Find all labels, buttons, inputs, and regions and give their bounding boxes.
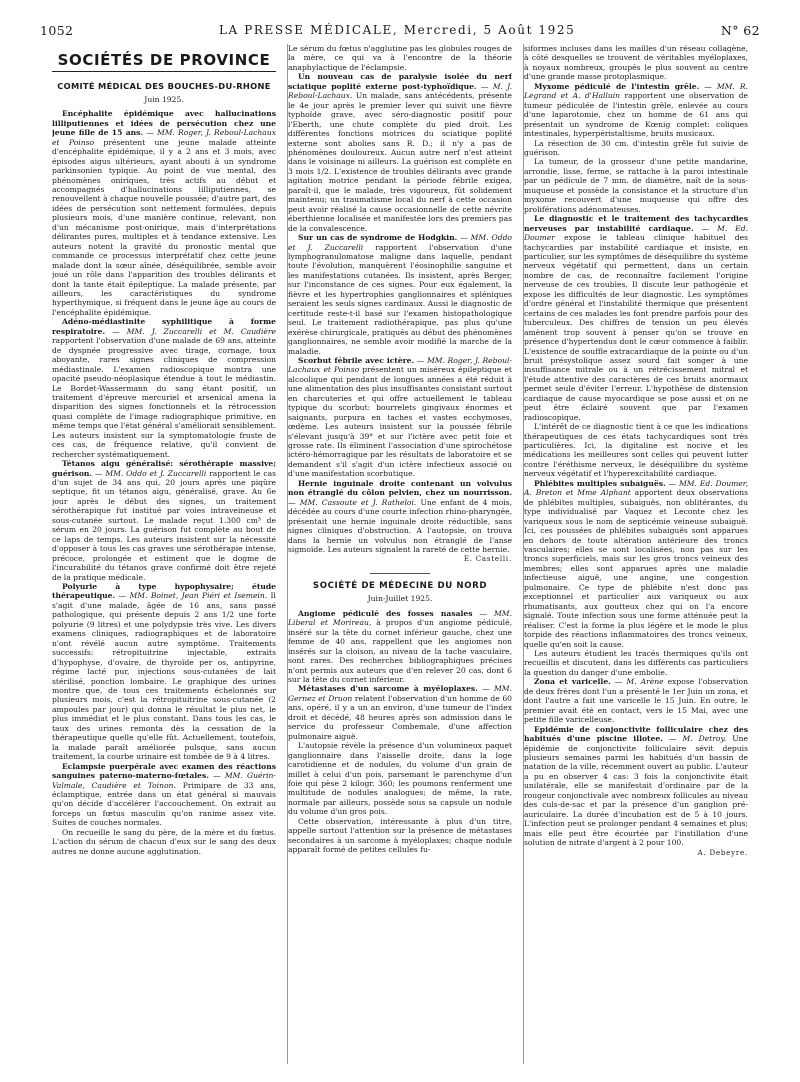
article-authors: — MM. J. Zuccarelli et M. Caudière	[112, 326, 276, 336]
article-body: Une épidémie de conjonctivite folliculaire sévit depuis plusieurs semaines parmi les habitués d'un bassin de natation de la ville, récemment ouvert au public. L'auteur a pu en observer 4 cas: 3 fois la conjonctivite était unilatérale, elle se manifestait d'ordinaire par de la rougeur conjonctivale avec nombreux follicules au niveau des culs-de-sac et par la présence d'un ganglion pré-auriculaire. La durée d'incubation est de 5 à 10 jours. L'infection peut se prolonger pendant 4 semaines et plus; mais elle peut être écourtée par l'instillation d'une solution de nitrate d'argent à 2 pour 100.	[524, 734, 748, 848]
article-paragraph: Le sérum du fœtus n'agglutine pas les globules rouges de la mère, ce qui va à l'encontre de la théorie anaphylactique de l'éclampsie.	[288, 44, 512, 72]
article-authors: — MM. R. Legrand et A. d'Halluin	[524, 81, 748, 101]
article-paragraph: L'autopsie révèle la présence d'un volumineux paquet ganglionnaire dans l'aisselle droite, dans la loge carotidienne et de nodules, du volume d'un grain de millet à celui d'un pois, parsemant le parenchyme d'un foie qui pèse 2 kilogr. 360; les poumons renferment une multitude de nodules analogues; de même, la rate, normale par ailleurs, possède sous sa capsule un nodule du volume d'un gros pois.	[288, 741, 512, 817]
column-3	[523, 44, 748, 1064]
article-paragraph	[288, 684, 512, 741]
article-body: Primipare de 33 ans, éclamptique, entrée dans un état général si mauvais qu'on décide d'accélérer l'accouchement. On extrait au forceps un fœtus masculin qu'on ranime assez vite. Suites de couches normales.	[52, 780, 276, 828]
article-authors: — MM. Oddo et J. Zuccarelli	[288, 233, 512, 252]
article-title: Hernie inguinale droite contenant un volvulus non étranglé du côlon pelvien, chez un nourrisson.	[288, 478, 512, 498]
column-1	[52, 44, 276, 1064]
article-paragraph: Cette observation, intéressante à plus d'un titre, appelle surtout l'attention sur la présence de métastases secondaires à un sarcome à myéloplaxes; chaque nodule apparaît formé de petites cellules fu-	[288, 816, 512, 855]
signature: A. Debeyre.	[697, 848, 748, 857]
article-paragraph	[288, 609, 512, 685]
section-divider	[370, 573, 430, 574]
article-body: rapportent une observation de tumeur pédiculée de l'intestin grêle, enlevée au cours d'une laparotomie, chez un homme de 61 ans qui présentait un syndrome de Kœnig complet: coliques intestinales, hyperpéristaltisme, bruits musicaux.	[524, 91, 748, 139]
article-title: Métastases d'un sarcome à myéloplaxes.	[298, 684, 478, 694]
article-paragraph: Les auteurs étudient les tracés thermiques qu'ils ont recueillis et discutent, dans les différents cas particuliers la question du danger d'une embolie.	[524, 649, 748, 677]
section-title: COMITÉ MÉDICAL DES BOUCHES-DU-RHONE	[57, 81, 271, 92]
article-title: Angiome pédiculé des fosses nasales	[298, 608, 473, 618]
article-authors: — M. Detroy.	[668, 734, 727, 744]
article-authors: — MM. Guérin-Valmale, Caudière et Toinon.	[52, 771, 276, 790]
article-paragraph	[288, 233, 512, 356]
section-date: Juin 1925.	[144, 94, 184, 104]
page-header	[40, 22, 760, 38]
article-authors: — MM. Gernez et Druon	[288, 684, 512, 703]
article-authors: — M. Ed. Doumer	[524, 223, 748, 243]
article-body: rapportent l'observation d'une lymphogranulomatose maligne dans laquelle, pendant toute l'évolution, manquèrent l'éosinophilie sanguine et les manifestations cutanées. Ils insistent, après Berger, sur l'inconstance de ces signes. Pour eux également, la fièvre et les hypertrophies ganglionnaires et spléniques seraient les seuls signes cardinaux. Aussi le diagnostic de certitude reste-t-il basé sur l'examen histopathologique seul. Le traitement radiothérapique, pas plus qu'une exérèse chirurgicale, pratiqués au début des phénomènes ganglionnaires, ne semble avoir modifié la marche de la maladie.	[288, 242, 512, 356]
article-paragraph: La résection de 30 cm. d'intestin grêle fut suivie de guérison.	[524, 138, 748, 157]
article-title: Scorbut fébrile avec ictère.	[298, 355, 415, 365]
article-body: expose le tableau clinique habituel des tachycardies par instabilité cardiaque et insiste, en particulier, sur les symptômes de déséquilibre du système nerveux végétatif qui permettent, dans un certain nombre de cas, de reconnaître facilement l'origine nerveuse de ces troubles. Il discute leur pathogénie et expose les difficultés de leur diagnostic. Les symptômes d'ordre général et l'instabilité thermique que présentent certains de ces malades les font prendre parfois pour des tuberculeux. Des chiffres de tension un peu élevés amènent trop souvent à penser qu'on se trouve en présence d'hypertendus dont le cœur commence à faiblir. L'existence de souffle extracardiaque de la pointe ou d'un bruit présystolique assez sourd fait songer à une insuffisance mitrale ou à un rétrécissement mitral et l'étude attentive des caractères de ces bruits anormaux permet seule d'éviter l'erreur. L'hypothèse de distension cardiaque de cause myocardique se pose aussi et on ne peut être éclairé souvent que par l'examen radioscopique.	[524, 233, 748, 422]
article-title: Un nouveau cas de paralysie isolée du nerf sciatique poplité externe post-typhoïdique.	[288, 72, 512, 91]
article-paragraph	[524, 725, 748, 848]
issue-number: N° 62	[720, 22, 760, 38]
article-paragraph: siformes incluses dans les mailles d'un réseau collagène, à côté desquelles se trouvent de véritables myéloplaxes, à noyaux nombreux, groupés le plus souvent au centre d'une grande masse protoplasmique.	[524, 44, 748, 82]
article-body: présentent une jeune malade atteinte d'encéphalite épidémique, il y a 2 ans et 3 mois, avec épisodes aigus ultérieurs, ayant abouti à un syndrome parkinsonien typique. Au point de vue mental, des phénomènes oniriques, très actifs au début et accompagnés d'hallucinations lilliputiennes, se renouvellent à chaque nouvelle poussée; d'autre part, des idées de persécution sont nettement formulées, depuis plusieurs mois, d'une manière continue, relevant, non d'un mécanisme post-onirique, mais d'interprétations délirantes pures, multiples et à tendance extensive. Les auteurs notent la gravité du pronostic mental que commande ce processus interprétatif chez cette jeune malade dont la sœur aînée, déséquilibrée, semble avoir joué un rôle dans l'apparition des troubles délirants et dont la tante était épileptique. La malade présente, par ailleurs, les caractéristiques du syndrome hyperthymique, si fréquent dans le jeune âge au cours de l'encéphalite épidémique.	[52, 137, 276, 317]
main-title: SOCIÉTÉS DE PROVINCE	[52, 56, 276, 72]
article-title: Epidémie de conjonctivite folliculaire chez des habitués d'une piscine illotee.	[524, 724, 748, 744]
article-paragraph: L'intérêt de ce diagnostic tient à ce que les indications thérapeutiques de ces états tachycardiques sont très particulières. Ici, la digitaline est nocive et les médications les meilleures sont celles qui peuvent lutter contre l'éréthisme nerveux, le déséquilibre du système nerveux végétatif et l'hyperexcitabilité cardiaque.	[524, 422, 748, 479]
article-title: Myxome pédiculé de l'intestin grêle.	[534, 81, 700, 91]
article-title: Adéno-médiastinite syphilitique à forme respiratoire.	[52, 317, 276, 336]
article-authors: — MM. Roger, J. Reboul-Lachaux et Poinso	[52, 128, 276, 147]
article-paragraph	[524, 677, 748, 724]
article-body: rapportent le cas d'un sujet de 34 ans qui, 20 jours après une piqûre septique, fit un tétanos aigu, généralisé, grave. Au 6e jour après le début des signes, un traitement sérothérapique fut institué par voies intraveineuse et sous-cutanée surtout. Le malade reçut 1.300 cm³ de sérum en 20 jours. La guérison fut complète au bout de ce laps de temps. Les auteurs insistent sur la nécessité d'opposer à tous les cas graves une sérothérapie intense, précoce, prolongée et estiment que le dogme de l'incurabilité du tétanos grave confirmé doit être rejeté de la pratique médicale.	[52, 468, 276, 582]
article-title: Polyurie à type hypophysaire; étude thérapeutique.	[52, 582, 276, 601]
article-paragraph	[52, 109, 276, 317]
article-paragraph	[52, 762, 276, 828]
article-title: Sur un cas de syndrome de Hodgkin.	[298, 233, 458, 243]
article-authors: — MM. Boinet, Jean Piéri et Isemein.	[118, 591, 268, 601]
column-2	[287, 44, 512, 1064]
main-title-block	[52, 51, 276, 72]
journal-title: LA PRESSE MÉDICALE, Mercredi, 5 Août 1925	[218, 23, 576, 37]
article-title: Phlébites multiples subaiguës.	[534, 478, 666, 488]
article-authors: — MM. Roger, J. Reboul-Lachaux et Poinso	[288, 355, 512, 375]
article-title: Eclampsie puerpérale avec examen des réactions sanguines paterno-materno-fœtales.	[52, 761, 276, 781]
article-authors: — MM. Ed. Doumer, A. Breton et Mme Alphant	[524, 478, 748, 498]
article-body: relatent l'observation d'un homme de 60 ans, opéré, il y a un an environ, d'une tumeur de l'index droit et décédé, 48 heures après son admission dans le service du professeur Combemale, d'une affection pulmonaire aiguë.	[288, 693, 512, 741]
article-authors: — MM. Cassoute et J. Ratheloi.	[288, 497, 417, 507]
article-authors: — M. J. Reboul-Lachaux.	[288, 81, 512, 101]
article-paragraph	[524, 479, 748, 649]
article-title: Le diagnostic et le traitement des tachycardies nerveuses par instabilité cardiaque.	[524, 214, 748, 233]
article-authors: — MM. Oddo et J. Zuccarelli	[94, 468, 207, 478]
article-paragraph	[524, 214, 748, 422]
article-body: Il s'agit d'une malade, âgée de 16 ans, sans passé pathologique, qui présente depuis 2 ans 1/2 une forte polyurie (9 litres) et une polydypsie très vive. Les divers examens cliniques, radiographiques et de laboratoire n'ont révélé aucun autre symptôme. Traitements successifs: rétropituitrine injectable, extraits d'hypophyse, d'ovaire, de thyroïde per os, antipyrine, régime lacté pur, injections sous-cutanées de lait stérilisé, ponction lombaire. Le graphique des urines montre que, de tous ces traitements échelonnés sur plusieurs mois, c'est la rétropituitrine sous-cutanée (2 ampoules par jour) qui donna le résultat le plus net, le plus immédiat et le plus constant. Dans tous les cas, le taux des urines remonta dès la cessation de la thérapeutique quelle qu'elle fût. Actuellement, toutefois, la malade paraît améliorée pulsque, sans aucun traitement, la courbe urinaire est tombée de 9 à 4 litres.	[52, 591, 276, 762]
article-body: Un malade, sans antécédents, présente le 4e jour après le premier lever qui suivit une fièvre typhoïde grave, avec séro-diagnostic positif pour l'Eberth, une chute complète du pied droit. Les différentes fonctions motrices du sciatique poplité externe sont abolies sans R. D.; il n'y a pas de phénomènes douloureux. Aucun autre nerf n'est atteint dans le voisinage ni ailleurs. La guérison est complète en 3 mois 1/2. L'existence de troubles délirants avec grande agitation motrice pendant la période fébrile exigea, paraît-il, que le malade, très vigoureux, fût solidement maintenu; un traumatisme local du nerf à cette occasion peut avoir réalisé la cause occasionnelle de cette névrite éberthienne localisée et manifestée lors des premiers pas de la convalescence.	[288, 91, 512, 233]
article-body: expose l'observation de deux frères dont l'un a présenté le 1er Juin un zona, et dont l'autre a fait une varicelle le 15 Juin. En outre, le premier avait été en contact, vers le 15 Mai, avec une petite fille varicelleuse.	[524, 677, 748, 725]
article-title: Zona et varicelle.	[534, 677, 611, 687]
article-paragraph	[52, 317, 276, 459]
article-paragraph	[52, 582, 276, 762]
article-paragraph	[524, 82, 748, 139]
article-paragraph: On recueille le sang du père, de la mère et du fœtus. L'action du sérum de chacun d'eux sur le sang des deux autres ne donne aucune agglutination.	[52, 827, 276, 856]
article-authors: — MM. Liberal et Morireau,	[288, 608, 512, 628]
text-columns	[52, 44, 748, 1064]
article-body: à propos d'un angiome pédiculé, inséré sur la tête du cornet inférieur gauche, chez une femme de 40 ans, rappellent que les angiomes non insérés sur la cloison, au niveau de la tache vasculaire, sont rares. Des recherches bibliographiques précises n'ont permis aux auteurs que d'en relever 20 cas, dont 6 sur la tête du cornet inférieur.	[288, 618, 512, 684]
article-paragraph: La tumeur, de la grosseur d'une petite mandarine, arrondie, lisse, ferme, se rattache à la paroi intestinale par un pédicule de 7 mm. de diamètre, naît de la sous-muqueuse et possède la consistance et la structure d'un myxome recouvert d'une muqueuse qui offre des proliférations adénomateuses.	[524, 157, 748, 214]
article-paragraph	[288, 72, 512, 233]
article-body: apportent deux observations de phlébites multiples, subaiguës, non oblitérantes, du type individualisé par Vaquez et Leconte chez les variqueux sous le nom de septicémie veineuse subaiguë. Ici, ces poussées de phlébites subaiguës sont apparues en dehors de toute altération antérieure des troncs vasculaires; elles se sont localisées, non pas sur les troncs superficiels, mais sur les gros troncs veineux des membres; elles sont apparues après une maladie infectieuse aiguë, une angine, une congestion pulmonaire. Ce type de phlébite n'est donc pas exceptionnel et particulier aux variqueux ou aux rhumatisants, aux goutteux chez qui on l'a encore signalé. Toute infection sous une forme atténuée peut la réaliser. C'est la forme la plus légère et le mode le plus torpide des réactions inflammatoires des troncs veineux, quelle qu'en soit la cause.	[524, 488, 748, 649]
article-body: rapportent l'observation d'une malade de 69 ans, atteinte de dyspnée progressive avec tirage, cornage, toux aboyante, rares signes cliniques de compression médiastinale. L'examen radioscopique montra une opacité pseudo-néoplasique étendue à tout le médiastin. Le Bordet-Wassermann du sang étant positif, un traitement d'épreuve mercuriel et arsenical amena la disparition des signes fonctionnels et la rétrocession quasi complète de l'image radiographique primitive, en même temps que l'état général s'améliorait sensiblement. Les auteurs insistent sur la symptomatologie fruste de ces cas, de fréquence relative, qu'il convient de rechercher systématiquement.	[52, 336, 276, 459]
article-title: Encéphalite épidémique avec hallucinations lilliputiennes et idées de persécution chez une jeune fille de 15 ans.	[52, 109, 276, 138]
section-title: SOCIÉTÉ DE MÉDECINE DU NORD	[312, 580, 488, 591]
article-paragraph	[52, 459, 276, 582]
article-title: Tétanos aigu généralisé: sérothérapie massive; guérison.	[52, 459, 276, 478]
signature: E. Castelli.	[463, 555, 512, 564]
article-paragraph	[288, 356, 512, 479]
article-body: présentent un miséreux épileptique et alcoolique qui pendant de longues années a été réduit à une alimentation des plus insuffisantes consistant surtout en charcuteries et qui offre actuellement le tableau typique du scorbut: bourrelets gingivaux énormes et saignants, purpura en taches et vastes ecchymoses, œdème. Les auteurs insistent sur la poussée fébrile s'élevant jusqu'à 39° et sur l'ictère avec petit foie et grosse rate. Ils éliminent l'association d'une spirochétose ictéro-hémorragique par les résultats de laboratoire et se demandent s'il s'agit d'un ictère infectieux associé ou d'une manifestation scorbutique.	[288, 365, 512, 479]
article-body: Une enfant de 4 mois, décédée au cours d'une courte infection rhino-pharyngée, présentait une hernie inguinale droite réductible, sans signes cliniques d'obstruction. A l'autopsie, on trouva dans la hernie un volvulus non étranglé de l'anse sigmoïde. Les auteurs signalent la rareté de cette hernie.	[288, 497, 512, 555]
article-authors: — M. Arène	[614, 677, 664, 687]
article-paragraph	[288, 479, 512, 555]
page-number: 1052	[40, 22, 74, 38]
section-date: Juin-Juillet 1925.	[367, 594, 433, 604]
